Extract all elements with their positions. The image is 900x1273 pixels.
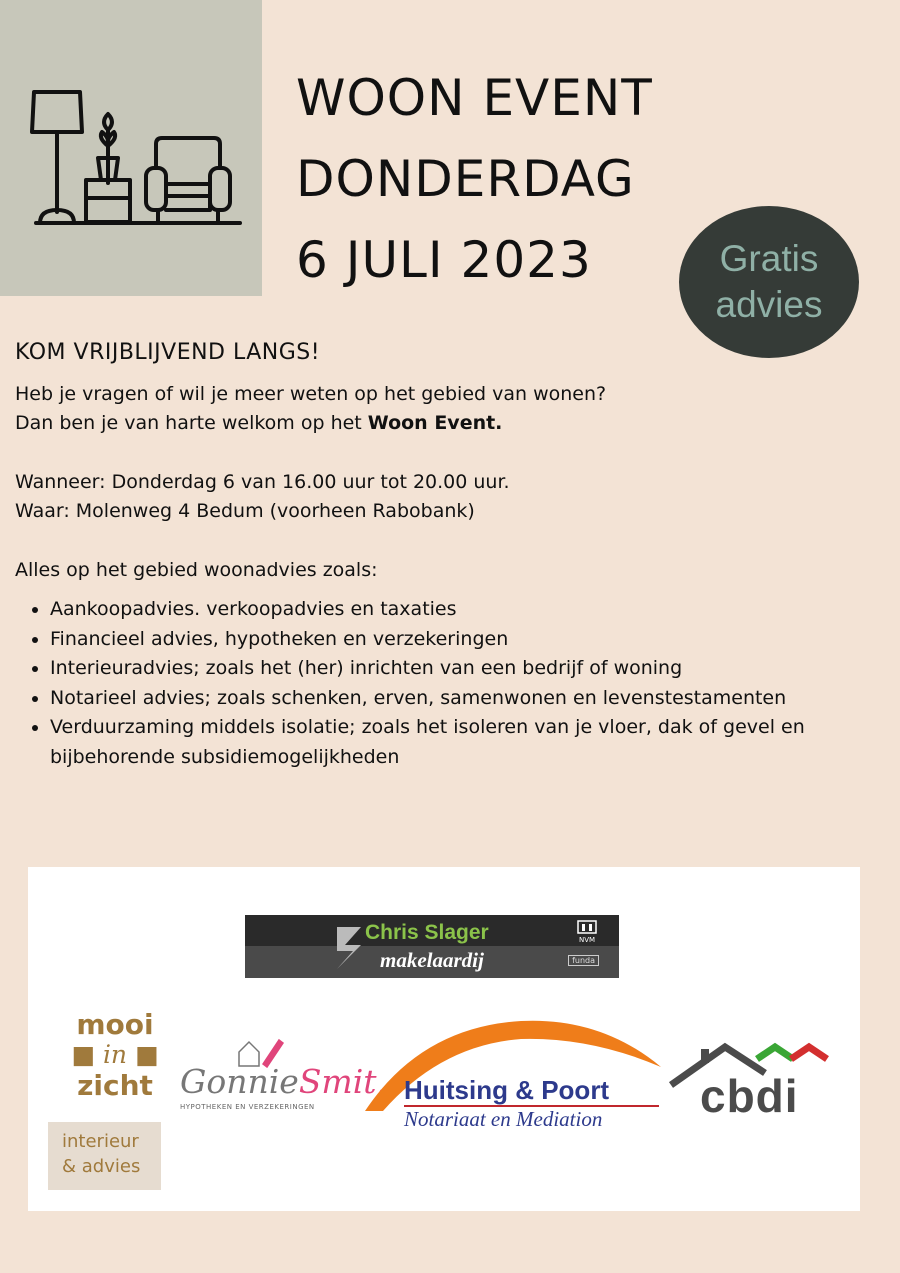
mooi-line-1: mooi: [76, 1008, 154, 1041]
hero-illustration-box: [0, 0, 262, 296]
intro-line-2-text: Dan ben je van harte welkom op het: [15, 412, 368, 434]
pencil-house-icon: [235, 1034, 285, 1068]
cbdi-name: cbdi: [700, 1070, 799, 1122]
mooi-interieur-box: [48, 1122, 161, 1190]
chris-slager-mark-icon: [333, 923, 365, 973]
chris-slager-sub: makelaardij: [380, 948, 484, 972]
where-text: Waar: Molenweg 4 Bedum (voorheen Rabobank): [15, 500, 475, 522]
list-item: • Aankoopadvies. verkoopadvies en taxaties: [50, 595, 875, 625]
nvm-label: NVM: [578, 936, 596, 944]
list-intro: Alles op het gebied woonadvies zoals:: [15, 558, 378, 581]
huitsing-poort-logo: [361, 1017, 661, 1137]
gonnie-smit-sub: HYPOTHEKEN EN VERZEKERINGEN: [180, 1103, 315, 1111]
mooi-line-2: ■ in ■: [71, 1040, 159, 1069]
list-item: • Financieel advies, hypotheken en verzekeringen: [50, 625, 875, 655]
mooi-in-text: in: [102, 1040, 128, 1069]
gonnie-last: Smit.: [298, 1062, 388, 1101]
badge-line-1: Gratis: [719, 238, 819, 279]
chris-slager-logo: [245, 915, 619, 978]
title-line-2: DONDERDAG: [296, 150, 635, 208]
gonnie-first: Gonnie: [180, 1062, 299, 1101]
nvm-logo: [577, 920, 597, 944]
mooi-box-line-1: interieur: [62, 1131, 139, 1152]
mooi-box-line-2: & advies: [62, 1156, 141, 1177]
funda-logo: funda: [568, 955, 599, 966]
living-room-furniture-icon: [28, 88, 244, 228]
huitsing-poort-sub: Notariaat en Mediation: [404, 1107, 603, 1131]
nvm-icon: [577, 920, 597, 934]
list-item: • Verduurzaming middels isolatie; zoals het isoleren van je vloer, dak of gevel en bijbehorende subsidiemogelijkheden: [50, 713, 875, 772]
mooi-line-3: zicht: [77, 1069, 153, 1102]
gratis-advies-badge: [679, 206, 859, 358]
event-name-bold: Woon Event.: [367, 412, 503, 434]
headline: KOM VRIJBLIJVEND LANGS!: [15, 340, 321, 365]
mooi-in-zicht-logo: [48, 1009, 182, 1101]
intro-line-1: Heb je vragen of wil je meer weten op het gebied van wonen?: [15, 382, 607, 405]
title-line-1: WOON EVENT: [296, 69, 653, 127]
when-text: Wanneer: Donderdag 6 van 16.00 uur tot 20.00 uur.: [15, 470, 510, 493]
event-title: [296, 58, 653, 301]
badge-line-2: advies: [715, 284, 823, 325]
cbdi-logo: [665, 1039, 835, 1129]
title-line-3: 6 JULI 2023: [296, 231, 592, 289]
event-description: [15, 338, 875, 772]
list-item: • Interieuradvies; zoals het (her) inrichten van een bedrijf of woning: [50, 654, 875, 684]
chris-slager-name: Chris Slager: [365, 921, 489, 944]
intro-line-2: [15, 409, 875, 439]
huitsing-poort-name: Huitsing & Poort: [404, 1075, 610, 1105]
gonnie-smit-logo: [180, 1062, 388, 1111]
sponsor-logos-panel: [28, 867, 860, 1211]
list-item: • Notarieel advies; zoals schenken, erven, samenwonen en levenstestamenten: [50, 684, 875, 714]
advice-list: [15, 595, 875, 772]
